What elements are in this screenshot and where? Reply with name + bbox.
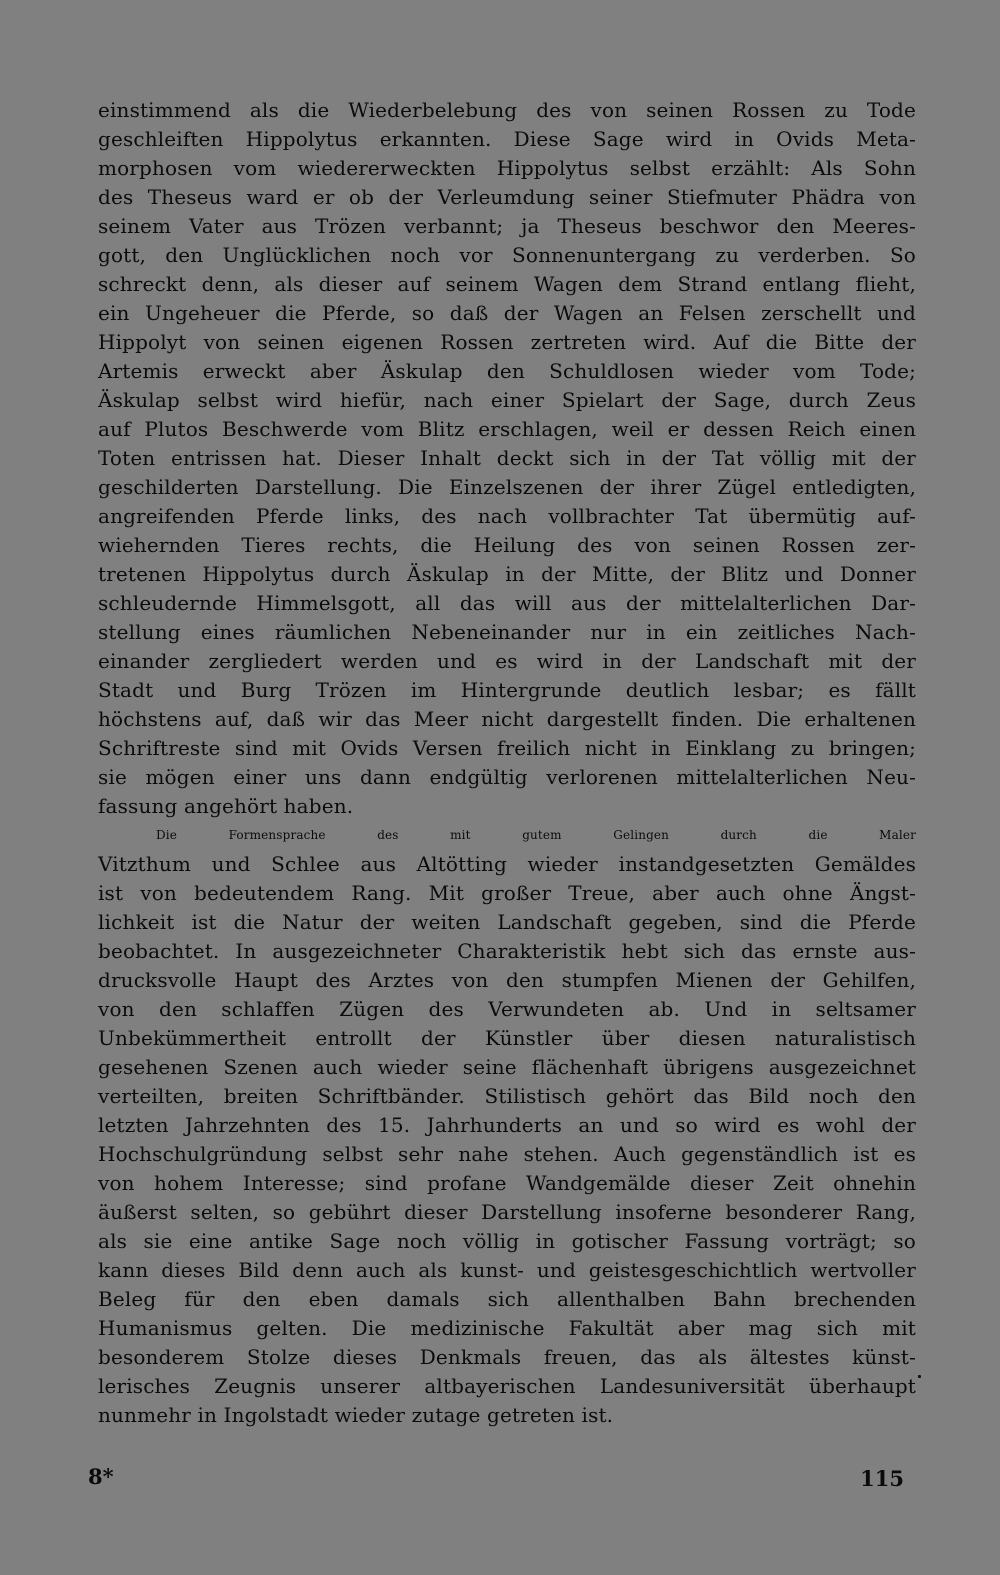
text-line: stellung eines räumlichen Nebeneinander nur in ein zeitliches Nach- (98, 620, 916, 644)
text-line: als sie eine antike Sage noch völlig in gotischer Fassung vorträgt; so (98, 1229, 916, 1253)
text-line: höchstens auf, daß wir das Meer nicht dargestellt finden. Die erhaltenen (98, 707, 916, 731)
text-line: gott, den Unglücklichen noch vor Sonnenuntergang zu verderben. So (98, 243, 916, 267)
text-line: lichkeit ist die Natur der weiten Landschaft gegeben, sind die Pferde (98, 910, 916, 934)
text-line: Schriftreste sind mit Ovids Versen freilich nicht in Einklang zu bringen; (98, 736, 916, 760)
text-line: einstimmend als die Wiederbelebung des von seinen Rossen zu Tode (98, 98, 916, 122)
text-line: angreifenden Pferde links, des nach vollbrachter Tat übermütig auf- (98, 504, 916, 528)
text-line: Toten entrissen hat. Dieser Inhalt deckt sich in der Tat völlig mit der (98, 446, 916, 470)
page-number: 115 (860, 1466, 904, 1491)
text-line: ein Ungeheuer die Pferde, so daß der Wagen an Felsen zerschellt und (98, 301, 916, 325)
text-line: wiehernden Tieres rechts, die Heilung des von seinen Rossen zer- (98, 533, 916, 557)
text-line: von hohem Interesse; sind profane Wandgemälde dieser Zeit ohnehin (98, 1171, 916, 1195)
text-line: Hochschulgründung selbst sehr nahe stehen. Auch gegenständlich ist es (98, 1142, 916, 1166)
text-line: fassung angehört haben. (98, 794, 354, 818)
text-line: Die Formensprache des mit gutem Gelingen durch die Maler (156, 828, 916, 842)
text-line: kann dieses Bild denn auch als kunst- und geistesgeschichtlich wertvoller (98, 1258, 916, 1282)
text-line: seinem Vater aus Trözen verbannt; ja Theseus beschwor den Meeres- (98, 214, 916, 238)
text-line: besonderem Stolze dieses Denkmals freuen, das als ältestes künst- (98, 1345, 916, 1369)
text-line: beobachtet. In ausgezeichneter Charakteristik hebt sich das ernste aus- (98, 939, 916, 963)
text-line: schreckt denn, als dieser auf seinem Wagen dem Strand entlang flieht, (98, 272, 916, 296)
ink-speck (918, 1375, 921, 1378)
text-line: ist von bedeutendem Rang. Mit großer Treue, aber auch ohne Ängst- (98, 881, 916, 905)
text-line: geschilderten Darstellung. Die Einzelszenen der ihrer Zügel entledigten, (98, 475, 916, 499)
text-line: Hippolyt von seinen eigenen Rossen zertreten wird. Auf die Bitte der (98, 330, 916, 354)
text-line: Artemis erweckt aber Äskulap den Schuldlosen wieder vom Tode; (98, 359, 916, 383)
text-line: letzten Jahrzehnten des 15. Jahrhunderts an und so wird es wohl der (98, 1113, 916, 1137)
text-line: einander zergliedert werden und es wird in der Landschaft mit der (98, 649, 916, 673)
text-line: Humanismus gelten. Die medizinische Fakultät aber mag sich mit (98, 1316, 916, 1340)
text-line: Äskulap selbst wird hiefür, nach einer Spielart der Sage, durch Zeus (98, 388, 916, 412)
text-line: von den schlaffen Zügen des Verwundeten ab. Und in seltsamer (98, 997, 916, 1021)
text-line: drucksvolle Haupt des Arztes von den stumpfen Mienen der Gehilfen, (98, 968, 916, 992)
text-line: auf Plutos Beschwerde vom Blitz erschlagen, weil er dessen Reich einen (98, 417, 916, 441)
text-line: lerisches Zeugnis unserer altbayerischen Landesuniversität überhaupt (98, 1374, 916, 1398)
signature-mark: 8* (88, 1464, 114, 1489)
text-line: tretenen Hippolytus durch Äskulap in der Mitte, der Blitz und Donner (98, 562, 916, 586)
body-text (98, 96, 916, 1430)
text-line: Unbekümmertheit entrollt der Künstler über diesen naturalistisch (98, 1026, 916, 1050)
text-line: Vitzthum und Schlee aus Altötting wieder instandgesetzten Gemäldes (98, 852, 916, 876)
text-line: äußerst selten, so gebührt dieser Darstellung insoferne besonderer Rang, (98, 1200, 916, 1224)
text-line: Beleg für den eben damals sich allenthalben Bahn brechenden (98, 1287, 916, 1311)
text-line: gesehenen Szenen auch wieder seine flächenhaft übrigens ausgezeichnet (98, 1055, 916, 1079)
text-line: Stadt und Burg Trözen im Hintergrunde deutlich lesbar; es fällt (98, 678, 916, 702)
text-line: geschleiften Hippolytus erkannten. Diese Sage wird in Ovids Meta- (98, 127, 916, 151)
text-line: des Theseus ward er ob der Verleumdung seiner Stiefmuter Phädra von (98, 185, 916, 209)
text-line: schleudernde Himmelsgott, all das will aus der mittelalterlichen Dar- (98, 591, 916, 615)
text-line: nunmehr in Ingolstadt wieder zutage getreten ist. (98, 1403, 614, 1427)
text-line: verteilten, breiten Schriftbänder. Stilistisch gehört das Bild noch den (98, 1084, 916, 1108)
text-line: morphosen vom wiedererweckten Hippolytus selbst erzählt: Als Sohn (98, 156, 916, 180)
text-line: sie mögen einer uns dann endgültig verlorenen mittelalterlichen Neu- (98, 765, 916, 789)
